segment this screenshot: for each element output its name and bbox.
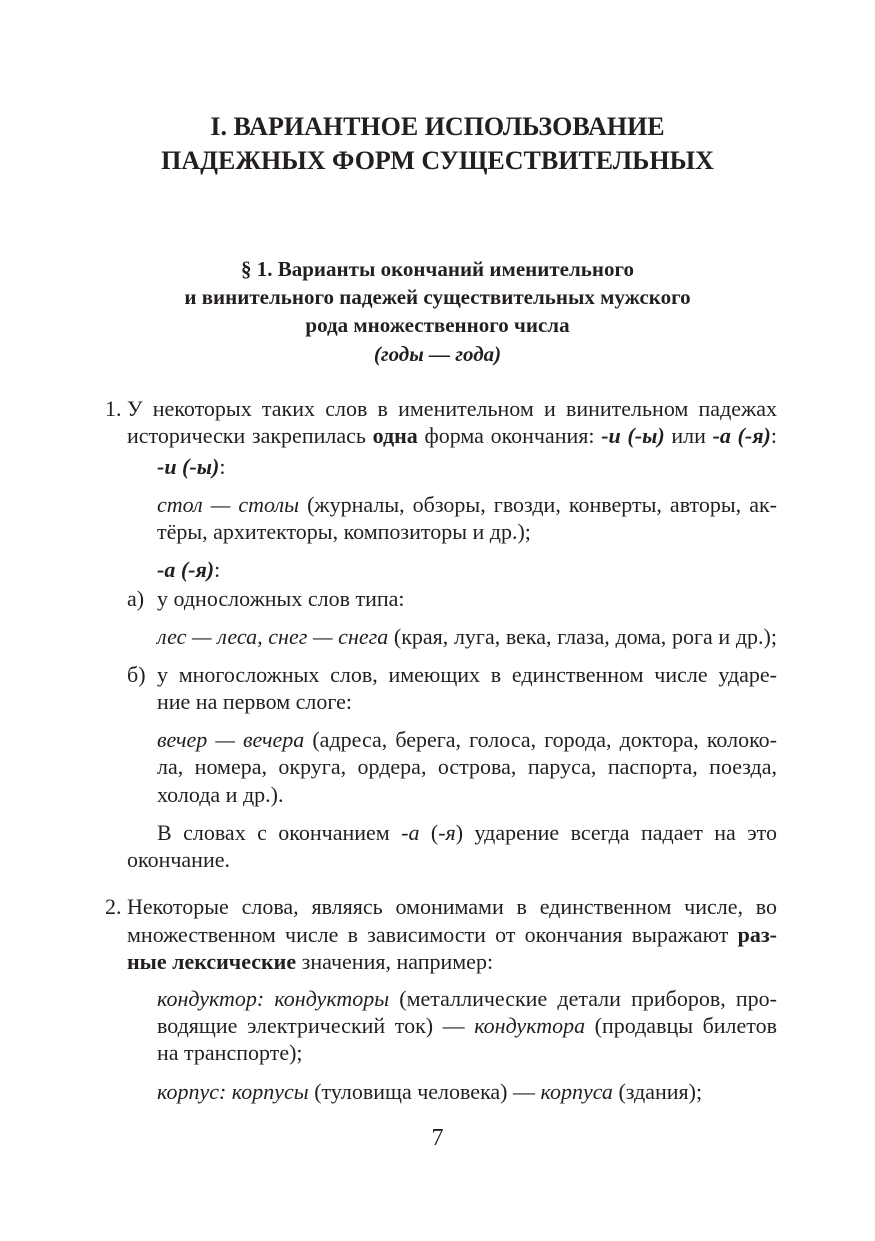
bold-text: раз- — [737, 922, 777, 947]
section-title-line: рода множественного числа — [305, 313, 570, 337]
text-segment: ла, номера, округа, ордера, острова, паруса, паспорта, поезда, — [157, 754, 777, 779]
text-segment: (- — [419, 820, 446, 845]
text-segment: у многосложных слов, имеющих в единственном числе ударе- — [157, 662, 777, 687]
italic-text: а — [408, 820, 420, 845]
text-segment: (адреса, берега, голоса, города, доктора, колоко- — [304, 727, 777, 752]
chapter-title-line: ПАДЕЖНЫХ ФОРМ СУЩЕСТВИТЕЛЬНЫХ — [161, 146, 714, 175]
text-line — [157, 689, 777, 715]
text-line — [157, 557, 777, 583]
section-title-line: и винительного падежей существительных мужского — [184, 285, 691, 309]
list-marker: а) — [127, 586, 145, 611]
italic-text: корпуса — [540, 1079, 613, 1104]
text-line — [127, 847, 777, 873]
text-segment: (продавцы билетов — [585, 1013, 777, 1038]
text-segment: : — [219, 454, 226, 479]
italic-text: вечер — вечера — [157, 727, 305, 752]
text-segment: тёры, архитекторы, композиторы и др.); — [157, 519, 531, 544]
section-title-line: § 1. Варианты окончаний именительного — [241, 257, 634, 281]
text-segment: В словах с окончанием - — [157, 820, 409, 845]
text-line — [157, 820, 777, 846]
text-segment: множественном числе в зависимости от окончания выражают — [127, 922, 738, 947]
text-line — [157, 727, 777, 753]
italic-text: кондуктор: кондукторы — [157, 986, 390, 1011]
italic-text: лес — леса, снег — снега — [157, 624, 389, 649]
bold-italic-text: -а (-я) — [157, 557, 215, 582]
text-segment: или — [664, 423, 713, 448]
text-segment: (туловища человека) — — [308, 1079, 541, 1104]
text-line — [127, 396, 777, 422]
text-line — [157, 586, 777, 612]
text-line — [157, 1040, 777, 1066]
text-line — [157, 754, 777, 780]
text-segment: У некоторых таких слов в именительном и винительном падежах — [127, 396, 777, 421]
text-segment: у односложных слов типа: — [157, 586, 405, 611]
text-line — [157, 519, 777, 545]
list-marker: б) — [127, 662, 146, 687]
bold-italic-text: -а (-я) — [712, 423, 771, 448]
text-line — [127, 922, 777, 948]
text-segment: : — [770, 423, 777, 448]
bold-italic-text: -и (-ы) — [601, 423, 665, 448]
bold-text: одна — [372, 423, 418, 448]
text-segment: ) ударение всегда падает на это — [455, 820, 777, 845]
section-subtitle: (годы — года) — [373, 342, 502, 366]
italic-text: я — [445, 820, 456, 845]
text-line — [157, 624, 777, 650]
text-segment: (металлические детали приборов, про- — [389, 986, 777, 1011]
text-line — [157, 492, 777, 518]
text-segment: холода и др.). — [157, 782, 284, 807]
text-segment: водящие электрический ток) — — [157, 1013, 475, 1038]
text-segment: : — [214, 557, 221, 582]
bold-italic-text: -и (-ы) — [157, 454, 220, 479]
bold-text: ные лексические — [127, 949, 297, 974]
italic-text: кондуктора — [474, 1013, 586, 1038]
text-segment: (журналы, обзоры, гвозди, конверты, авторы, ак- — [299, 492, 777, 517]
text-segment: ние на первом слоге: — [157, 689, 352, 714]
text-line — [127, 423, 777, 449]
text-segment: окончание. — [127, 847, 230, 872]
chapter-title-line: I. ВАРИАНТНОЕ ИСПОЛЬЗОВАНИЕ — [210, 112, 665, 141]
text-segment: (края, луга, века, глаза, дома, рога и др.); — [388, 624, 777, 649]
text-segment: Некоторые слова, являясь омонимами в единственном числе, во — [127, 894, 777, 919]
text-segment: форма окончания: — [417, 423, 602, 448]
text-segment: на транспорте); — [157, 1040, 303, 1065]
text-line — [157, 986, 777, 1012]
text-line — [157, 454, 777, 480]
page-number: 7 — [431, 1125, 444, 1151]
text-segment: значения, например: — [296, 949, 494, 974]
text-line — [127, 894, 777, 920]
text-line — [127, 949, 777, 975]
text-segment: исторически закрепилась — [127, 423, 373, 448]
list-marker: 1. — [105, 396, 122, 421]
text-line — [157, 782, 777, 808]
text-segment: (здания); — [612, 1079, 703, 1104]
text-line — [157, 662, 777, 688]
italic-text: стол — столы — [157, 492, 300, 517]
text-line — [157, 1079, 777, 1105]
list-marker: 2. — [105, 894, 122, 919]
italic-text: корпус: корпусы — [157, 1079, 309, 1104]
text-line — [157, 1013, 777, 1039]
